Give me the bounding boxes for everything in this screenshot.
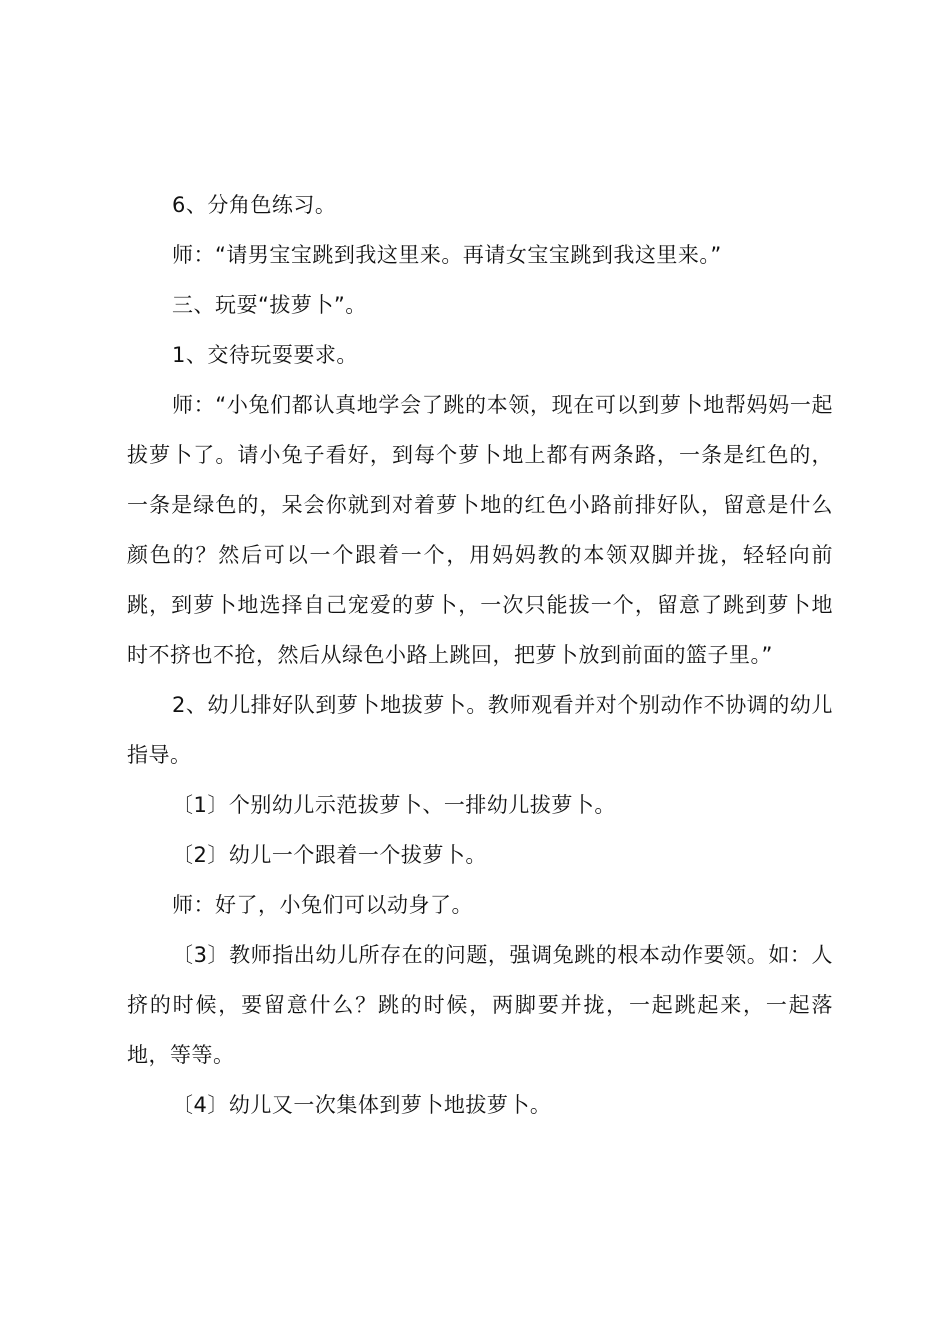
paragraph-step-1: 〔1〕个别幼儿示范拔萝卜、一排幼儿拔萝卜。 bbox=[172, 793, 616, 817]
paragraph-teacher-call: 师：“请男宝宝跳到我这里来。再请女宝宝跳到我这里来。” bbox=[172, 243, 722, 267]
section-heading-game: 三、玩耍“拔萝卜”。 bbox=[172, 293, 367, 317]
paragraph-teacher-instructions: 师：“小兔们都认真地学会了跳的本领，现在可以到萝卜地帮妈妈一起拔萝卜了。请小兔子看好，到每个萝卜地上都有两条路，一条是红色的，一条是绿色的，呆会你就到对着萝卜地的红色小路前排好队，留意是什么颜色的？然后可以一个跟着一个，用妈妈教的本领双脚并拢，轻轻向前跳，到萝卜地选择自己宠爱的萝卜，一次只能拔一个，留意了跳到萝卜地时不挤也不抢，然后从绿色小路上跳回，把萝卜放到前面的篮子里。” bbox=[127, 393, 833, 667]
paragraph-role-practice: 6、分角色练习。 bbox=[172, 193, 337, 217]
paragraph-game-rules-heading: 1、交待玩耍要求。 bbox=[172, 343, 358, 367]
document-body bbox=[127, 180, 833, 1130]
paragraph-children-line-up: 2、幼儿排好队到萝卜地拔萝卜。教师观看并对个别动作不协调的幼儿指导。 bbox=[127, 693, 833, 767]
paragraph-teacher-start: 师：好了，小兔们可以动身了。 bbox=[172, 893, 473, 917]
paragraph-step-4: 〔4〕幼儿又一次集体到萝卜地拔萝卜。 bbox=[172, 1093, 552, 1117]
paragraph-step-2: 〔2〕幼儿一个跟着一个拔萝卜。 bbox=[172, 843, 487, 867]
paragraph-step-3: 〔3〕教师指出幼儿所存在的问题，强调兔跳的根本动作要领。如：人挤的时候，要留意什么？跳的时候，两脚要并拢，一起跳起来，一起落地，等等。 bbox=[127, 943, 833, 1067]
